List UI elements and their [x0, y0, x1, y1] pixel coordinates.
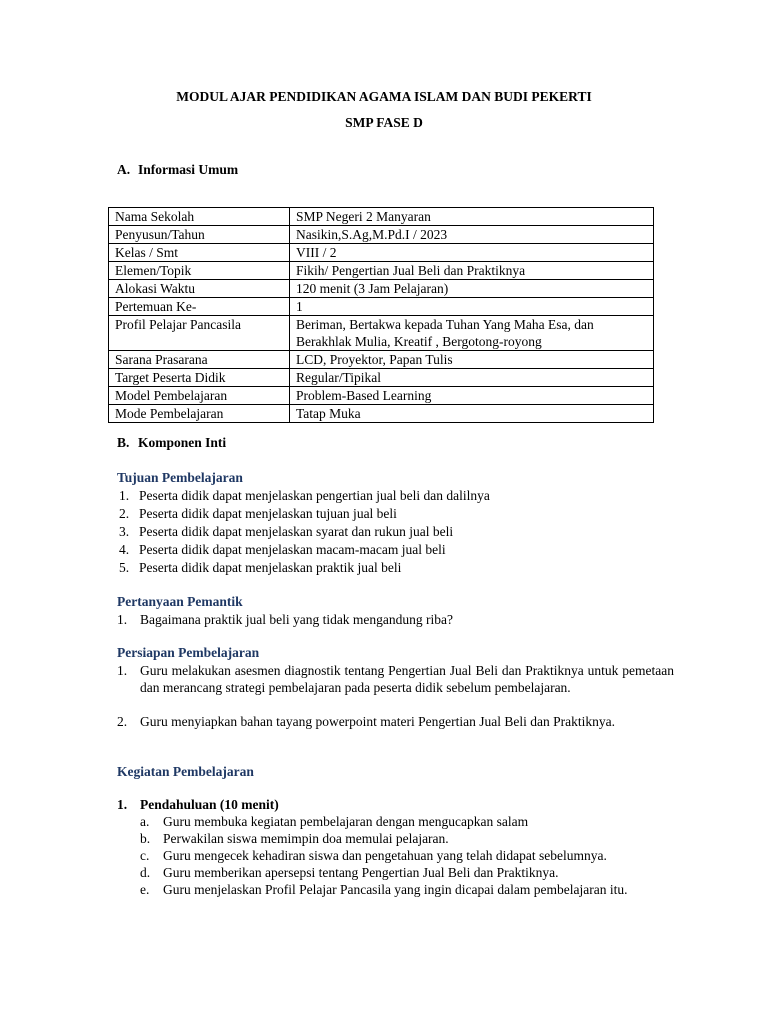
list-letter: d.: [140, 865, 151, 880]
list-letter: a.: [140, 814, 150, 829]
list-item: Guru menjelaskan Profil Pelajar Pancasila yang ingin dicapai dalam pembelajaran itu.: [163, 882, 628, 897]
row-value: SMP Negeri 2 Manyaran: [290, 208, 654, 226]
row-value: Tatap Muka: [290, 405, 654, 423]
list-number: 4.: [119, 542, 130, 557]
row-label: Mode Pembelajaran: [109, 405, 290, 423]
section-a-title: Informasi Umum: [138, 162, 239, 177]
list-item: Perwakilan siswa memimpin doa memulai pelajaran.: [163, 831, 449, 846]
list-number: 5.: [119, 560, 130, 575]
row-label: Elemen/Topik: [109, 262, 290, 280]
row-value: Regular/Tipikal: [290, 369, 654, 387]
section-a-heading: [117, 162, 238, 178]
row-label: Penyusun/Tahun: [109, 226, 290, 244]
table-row: [109, 226, 654, 244]
list-item: Peserta didik dapat menjelaskan tujuan jual beli: [139, 506, 397, 521]
row-label: Nama Sekolah: [109, 208, 290, 226]
list-item: Peserta didik dapat menjelaskan pengertian jual beli dan dalilnya: [139, 488, 490, 503]
row-value: Nasikin,S.Ag,M.Pd.I / 2023: [290, 226, 654, 244]
row-label: Sarana Prasarana: [109, 351, 290, 369]
tujuan-heading: Tujuan Pembelajaran: [117, 470, 243, 485]
info-table: [108, 207, 654, 423]
row-label: Target Peserta Didik: [109, 369, 290, 387]
row-value: Fikih/ Pengertian Jual Beli dan Praktiknya: [290, 262, 654, 280]
list-item: Peserta didik dapat menjelaskan syarat dan rukun jual beli: [139, 524, 454, 539]
row-value: Beriman, Bertakwa kepada Tuhan Yang Maha Esa, dan Berakhlak Mulia, Kreatif , Bergotong-royong: [290, 316, 654, 351]
list-item: Peserta didik dapat menjelaskan macam-macam jual beli: [139, 542, 446, 557]
table-row: [109, 280, 654, 298]
row-label: Alokasi Waktu: [109, 280, 290, 298]
step-number: 1.: [117, 797, 128, 812]
list-item: Guru menyiapkan bahan tayang powerpoint materi Pengertian Jual Beli dan Praktiknya.: [140, 714, 615, 729]
list-letter: e.: [140, 882, 150, 897]
section-b-heading: [117, 435, 226, 451]
row-value: Problem-Based Learning: [290, 387, 654, 405]
list-item: Guru memberikan apersepsi tentang Pengertian Jual Beli dan Praktiknya.: [163, 865, 559, 880]
list-item: Bagaimana praktik jual beli yang tidak mengandung riba?: [140, 612, 454, 627]
kegiatan-heading: Kegiatan Pembelajaran: [117, 764, 254, 779]
document-subtitle: SMP FASE D: [345, 115, 423, 130]
table-row: [109, 298, 654, 316]
row-label: Profil Pelajar Pancasila: [109, 316, 290, 351]
pertanyaan-heading: Pertanyaan Pemantik: [117, 594, 243, 609]
row-value: LCD, Proyektor, Papan Tulis: [290, 351, 654, 369]
table-row: [109, 405, 654, 423]
list-item: Guru mengecek kehadiran siswa dan pengetahuan yang telah didapat sebelumnya.: [163, 848, 607, 863]
list-item: Guru melakukan asesmen diagnostik tentang Pengertian Jual Beli dan Praktiknya untuk pemetaan dan merancang strategi pembelajaran pada peserta didik sebelum pembelajaran.: [140, 663, 674, 695]
list-item: Guru membuka kegiatan pembelajaran dengan mengucapkan salam: [163, 814, 529, 829]
list-number: 1.: [119, 488, 130, 503]
row-value: 120 menit (3 Jam Pelajaran): [290, 280, 654, 298]
list-number: 3.: [119, 524, 130, 539]
list-number: 1.: [117, 612, 128, 627]
list-number: 2.: [119, 506, 130, 521]
row-label: Pertemuan Ke-: [109, 298, 290, 316]
list-number: 1.: [117, 663, 128, 678]
row-label: Model Pembelajaran: [109, 387, 290, 405]
row-label: Kelas / Smt: [109, 244, 290, 262]
table-row: [109, 351, 654, 369]
table-row: [109, 208, 654, 226]
table-row: [109, 316, 654, 351]
list-item: Peserta didik dapat menjelaskan praktik jual beli: [139, 560, 402, 575]
row-value: 1: [290, 298, 654, 316]
table-row: [109, 369, 654, 387]
list-number: 2.: [117, 714, 128, 729]
section-b-title: Komponen Inti: [138, 435, 227, 450]
step-title: Pendahuluan (10 menit): [140, 797, 279, 812]
section-a-letter: A.: [117, 162, 131, 177]
persiapan-heading: Persiapan Pembelajaran: [117, 645, 260, 660]
document-title: MODUL AJAR PENDIDIKAN AGAMA ISLAM DAN BUDI PEKERTI: [176, 89, 592, 104]
table-row: [109, 387, 654, 405]
section-b-letter: B.: [117, 435, 130, 450]
table-row: [109, 262, 654, 280]
table-row: [109, 244, 654, 262]
list-letter: c.: [140, 848, 150, 863]
row-value: VIII / 2: [290, 244, 654, 262]
list-letter: b.: [140, 831, 151, 846]
